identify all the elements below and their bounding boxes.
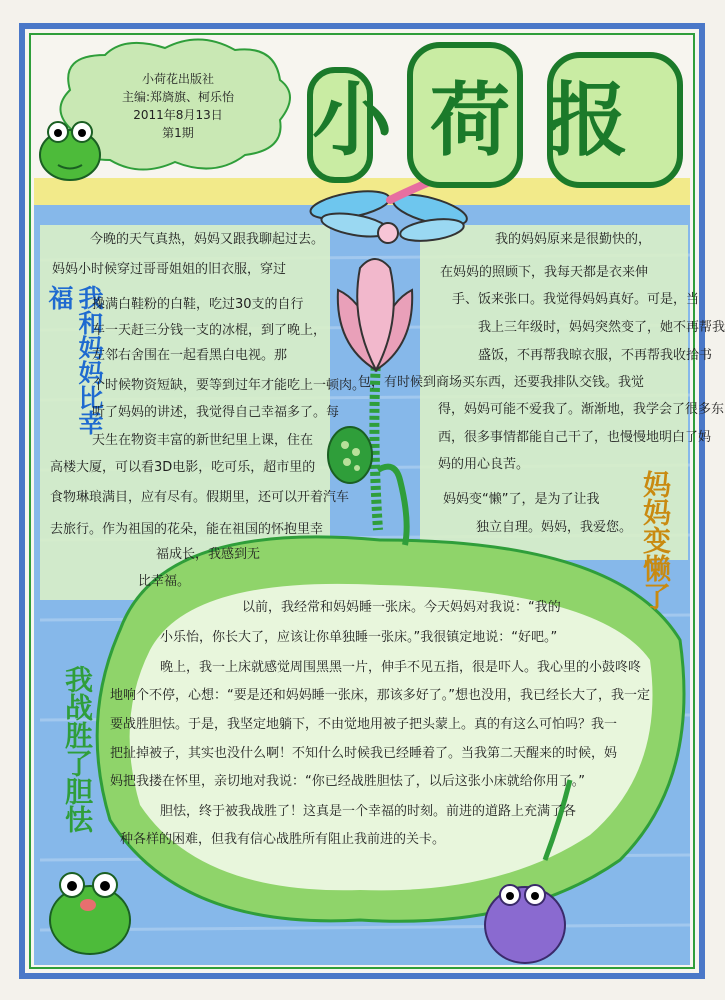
article-bottom-line: 地响个不停，心想：“要是还和妈妈睡一张床，那该多好了。”想也没用，我已经长大了，我一定 [110,688,650,703]
article-bottom-line: 以前，我经常和妈妈睡一张床。今天妈妈对我说：“我的 [242,600,561,615]
publisher-name: 小荷花出版社 [141,72,214,86]
article-right-line: 妈的用心良苦。 [438,457,530,472]
article-bottom-line: 要战胜胆怯。于是，我坚定地躺下，不由觉地用被子把头蒙上。真的有这么可怕吗？我一 [110,717,618,732]
article-left-line: 食物琳琅满目，应有尽有。假期里，还可以开着汽车 [50,490,350,505]
article-left-line: 妈妈小时候穿过哥哥姐姐的旧衣服，穿过 [52,262,287,277]
article-right-line: 手、饭来张口。我觉得妈妈真好。可是，当 [452,292,700,307]
article-right-title: 妈妈变懒了 [639,470,672,610]
article-bottom-line: 妈把我搂在怀里，亲切地对我说：“你已经战胜胆怯了，以后这张小床就给你用了。” [110,774,585,789]
article-left-line: 今晚的天气真热，妈妈又跟我聊起过去。 [90,232,325,247]
frog-icon [40,122,100,180]
article-right-line: 我上三年级时，妈妈突然变了，她不再帮我 [478,320,725,335]
article-bottom-line: 晚上，我一上床就感觉周围黑黑一片，伸手不见五指，很是吓人。我心里的小鼓咚咚 [160,660,642,675]
article-left-line: 天生在物资丰富的新世纪里上课，住在 [92,433,314,448]
publisher-issue: 第1期 [162,126,194,140]
article-bottom-title: 我战胜了胆怯 [61,665,94,833]
article-right-line: 盛饭，不再帮我晾衣服，不再帮我收拾书 [478,348,713,363]
article-left-line: 去旅行。作为祖国的花朵，能在祖国的怀抱里幸 [50,522,324,537]
article-left-line: 高楼大厦，可以看3D电影，吃可乐，超市里的 [50,460,316,475]
article-right-line: 独立自理。妈妈，我爱您。 [476,520,633,535]
article-left-line: 左邻右舍围在一起看黑白电视。那 [92,348,288,363]
article-left-line: 个时候物资短缺，要等到过年才能吃上一顿肉。 [92,378,366,393]
publisher-block [98,70,258,142]
article-right-line: 西，很多事情都能自己干了，也慢慢地明白了妈 [438,430,712,445]
article-left-line: 车一天赶三分钱一支的冰棍，到了晚上， [92,323,327,338]
article-bottom-line: 小乐怡，你长大了，应该让你单独睡一张床。”我很镇定地说：“好吧。” [160,630,558,645]
article-right-line: 得，妈妈可能不爱我了。渐渐地，我学会了很多东 [438,402,725,417]
article-left-line: 福成长，我感到无 [156,547,261,562]
article-left-line: 比幸福。 [138,574,191,589]
lotus-pod-icon [328,427,372,483]
article-left-line: 听了妈妈的讲述，我觉得自己幸福多了。每 [92,405,340,420]
article-right-line: 包，有时候到商场买东西，还要我排队交钱。我觉 [358,375,645,390]
article-left-line: 操满白鞋粉的白鞋，吃过30支的自行 [92,297,304,312]
article-right-line: 妈妈变“懒”了，是为了让我 [443,492,600,507]
article-left-title: 我和妈妈比幸福 [45,285,104,435]
publisher-editors: 主编:郑旖旗、柯乐怡 [121,90,235,104]
article-right-line: 在妈妈的照顾下，我每天都是衣来伸 [440,265,649,280]
article-right-line: 我的妈妈原来是很勤快的， [495,232,652,247]
article-bottom-line: 把扯掉被子，其实也没什么啊！不知什么时候我已经睡着了。当我第二天醒来的时候，妈 [110,746,618,761]
article-bottom-line: 种各样的困难，但我有信心战胜所有阻止我前进的关卡。 [120,832,446,847]
article-bottom-line: 胆怯，终于被我战胜了！这真是一个幸福的时刻。前进的道路上充满了各 [160,804,577,819]
masthead-title: 小荷报 [312,73,666,167]
publisher-date: 2011年8月13日 [133,108,223,122]
